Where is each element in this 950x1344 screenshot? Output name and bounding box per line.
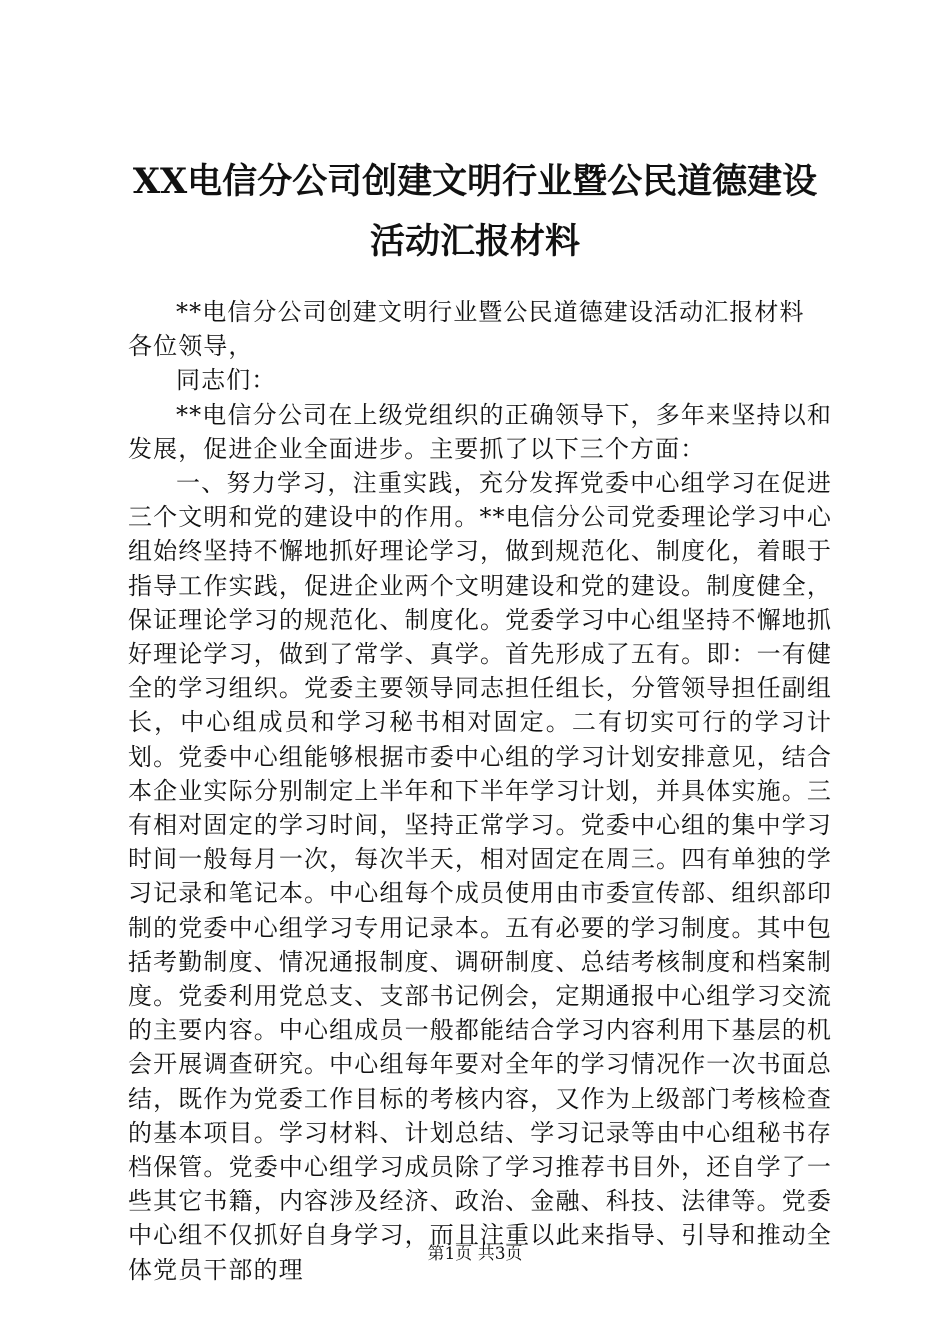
paragraph-section-one: 一、努力学习，注重实践，充分发挥党委中心组学习在促进三个文明和党的建设中的作用。**电信分公司党委理论学习中心组始终坚持不懈地抓好理论学习，做到规范化、制度化，着眼于指导工作实践，促进企业两个文明建设和党的建设。制度健全，保证理论学习的规范化、制度化。党委学习中心组坚持不懈地抓好理论学习，做到了常学、真学。首先形成了五有。即：一有健全的学习组织。党委主要领导同志担任组长，分管领导担任副组长，中心组成员和学习秘书相对固定。二有切实可行的学习计划。党委中心组能够根据市委中心组的学习计划安排意见，结合本企业实际分别制定上半年和下半年学习计划，并具体实施。三有相对固定的学习时间，坚持正常学习。党委中心组的集中学习时间一般每月一次，每次半天，相对固定在周三。四有单独的学习记录和笔记本。中心组每个成员使用由市委宣传部、组织部印制的党委中心组学习专用记录本。五有必要的学习制度。其中包括考勤制度、情况通报制度、调研制度、总结考核制度和档案制度。党委利用党总支、支部书记例会，定期通报中心组学习交流的主要内容。中心组成员一般都能结合学习内容利用下基层的机会开展调查研究。中心组每年要对全年的学习情况作一次书面总结，既作为党委工作目标的考核内容，又作为上级部门考核检查的基本项目。学习材料、计划总结、学习记录等由中心组秘书存档保管。党委中心组学习成员除了学习推荐书目外，还自学了一些其它书籍，内容涉及经济、政治、金融、科技、法律等。党委中心组不仅抓好自身学习，而且注重以此来指导、引导和推动全体党员干部的理 xyxy=(128,469,832,1284)
paragraph-intro: **电信分公司在上级党组织的正确领导下，多年来坚持以和发展，促进企业全面进步。主要抓了以下三个方面： xyxy=(128,400,832,463)
document-title-line-2: 活动汇报材料 xyxy=(369,221,580,262)
document-body xyxy=(128,295,832,1287)
paragraph-subtitle: **电信分公司创建文明行业暨公民道德建设活动汇报材料 xyxy=(176,298,805,326)
page-footer: 第1页 共3页 xyxy=(427,1244,523,1264)
document-title-line-1: XX电信分公司创建文明行业暨公民道德建设 xyxy=(132,161,818,202)
paragraph-salutation-leaders: 各位领导， xyxy=(128,332,254,361)
paragraph-salutation-comrades: 同志们： xyxy=(176,366,277,395)
